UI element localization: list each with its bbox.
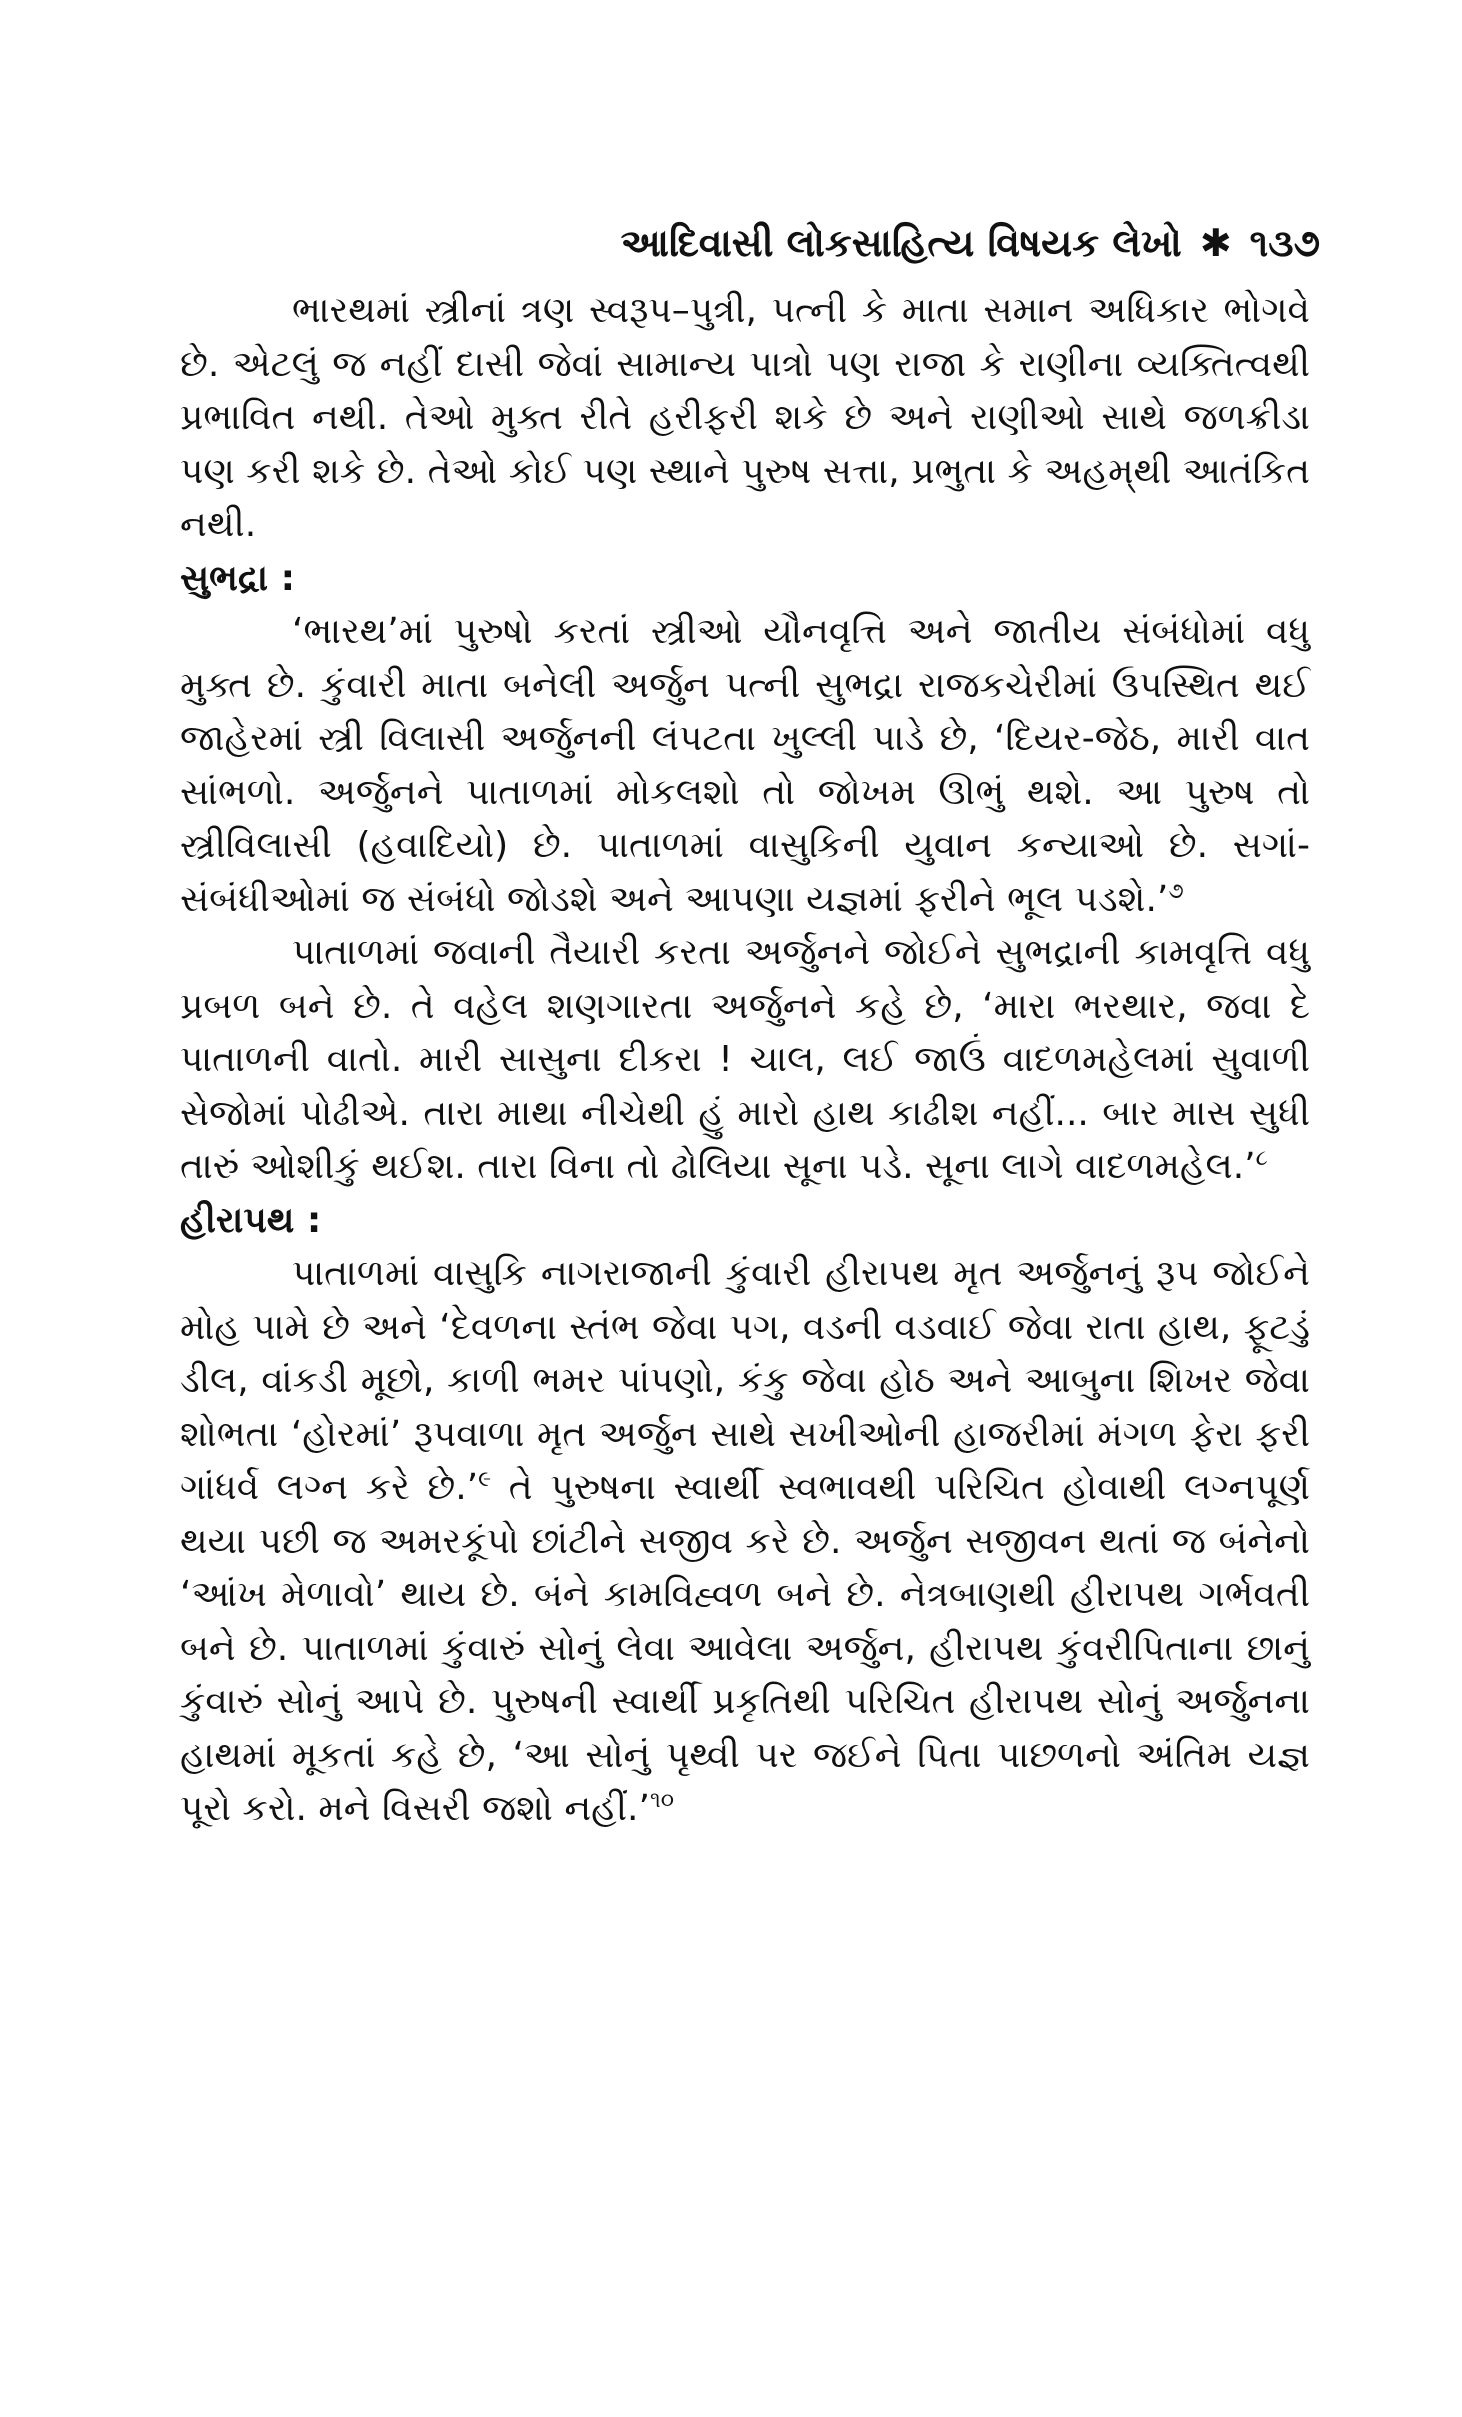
section-heading-subhadra: સુભદ્રા :: [180, 557, 295, 599]
running-title: આદિવાસી લોકસાહિત્ય વિષયક લેખો: [620, 221, 1182, 265]
running-header: [560, 218, 1320, 268]
asterisk-separator-icon: ✱: [1199, 221, 1232, 265]
paragraph-1: [180, 284, 1310, 552]
paragraph-2-text: ‘ભારથ’માં પુરુષો કરતાં સ્ત્રીઓ યૌનવૃત્તિ અને જાતીય સંબંધોમાં વધુ મુક્ત છે. કુંવારી માતા બનેલી અર્જુન પત્ની સુભદ્રા રાજકચેરીમાં ઉપસ્થિત થઈ જાહેરમાં સ્ત્રી વિલાસી અર્જુનની લંપટતા ખુલ્લી પાડે છે, ‘દિયર-જેઠ, મારી વાત સાંભળો. અર્જુનને પાતાળમાં મોકલશો તો જોખમ ઊભું થશે. આ પુરુષ તો સ્ત્રીવિલાસી (હવાદિયો) છે. પાતાળમાં વાસુકિની યુવાન કન્યાઓ છે. સગાં-સંબંધીઓમાં જ સંબંધો જોડશે અને આપણા યજ્ઞમાં ફરીને ભૂલ પડશે.’: [180, 611, 1310, 920]
paragraph-1-text: ભારથમાં સ્ત્રીનાં ત્રણ સ્વરૂપ–પુત્રી, પત્ની કે માતા સમાન અધિકાર ભોગવે છે. એટલું જ નહીં દાસી જેવાં સામાન્ય પાત્રો પણ રાજા કે રાણીના વ્યક્તિત્વથી પ્રભાવિત નથી. તેઓ મુક્ત રીતે હરીફરી શકે છે અને રાણીઓ સાથે જળક્રીડા પણ કરી શકે છે. તેઓ કોઈ પણ સ્થાને પુરુષ સત્તા, પ્રભુતા કે અહમ્‌થી આતંકિત નથી.: [180, 290, 1310, 545]
paragraph-4b-text: તે પુરુષના સ્વાર્થી સ્વભાવથી પરિચિત હોવાથી લગ્નપૂર્ણ થયા પછી જ અમરકૂંપો છાંટીને સજીવ કરે છે. અર્જુન સજીવન થતાં જ બંનેનો ‘આંખ મેળાવો’ થાય છે. બંને કામવિહ્વળ બને છે. નેત્રબાણથી હીરાપથ ગર્ભવતી બને છે. પાતાળમાં કુંવારું સોનું લેવા આવેલા અર્જુન, હીરાપથ કુંવરીપિતાના છાનું કુંવારું સોનું આપે છે. પુરુષની સ્વાર્થી પ્રકૃતિથી પરિચિત હીરાપથ સોનું અર્જુનના હાથમાં મૂકતાં કહે છે, ‘આ સોનું પૃથ્વી પર જઈને પિતા પાછળનો અંતિમ યજ્ઞ પૂરો કરો. મને વિસરી જશો નહીં.’: [180, 1467, 1311, 1829]
footnote-ref-7: ૭: [1168, 878, 1184, 904]
footnote-ref-9: ૯: [478, 1467, 492, 1492]
footnote-ref-8: ૮: [1255, 1146, 1268, 1171]
paragraph-4a-text: પાતાળમાં વાસુકિ નાગરાજાની કુંવારી હીરાપથ મૃત અર્જુનનું રૂપ જોઈને મોહ પામે છે અને ‘દેવળના સ્તંભ જેવા પગ, વડની વડવાઈ જેવા રાતા હાથ, ફૂટડું ડીલ, વાંકડી મૂછો, કાળી ભમર પાંપણો, કંકુ જેવા હોઠ અને આબુના શિખર જેવા શોભતા ‘હોરમાં’ રૂપવાળા મૃત અર્જુન સાથે સખીઓની હાજરીમાં મંગળ ફેરા ફરી ગાંધર્વ લગ્ન કરે છે.’: [180, 1253, 1310, 1508]
footnote-ref-10: ૧૦: [649, 1788, 674, 1813]
body-text: [180, 284, 1310, 1836]
paragraph-3-text: પાતાળમાં જવાની તૈયારી કરતા અર્જુનને જોઈને સુભદ્રાની કામવૃત્તિ વધુ પ્રબળ બને છે. તે વહેલ શણગારતા અર્જુનને કહે છે, ‘મારા ભરથાર, જવા દે પાતાળની વાતો. મારી સાસુના દીકરા ! ચાલ, લઈ જાઉં વાદળમહેલમાં સુવાળી સેજોમાં પોઢીએ. તારા માથા નીચેથી હું મારો હાથ કાઢીશ નહીં... બાર માસ સુધી તારું ઓશીકું થઈશ. તારા વિના તો ઢોલિયા સૂના પડે. સૂના લાગે વાદળમહેલ.’: [180, 932, 1310, 1187]
paragraph-4: [180, 1247, 1310, 1836]
paragraph-3: [180, 926, 1310, 1194]
paragraph-2: [180, 605, 1310, 926]
section-heading-hirapath: હીરાપથ :: [180, 1199, 322, 1241]
page-number: ૧૩૭: [1249, 221, 1320, 265]
